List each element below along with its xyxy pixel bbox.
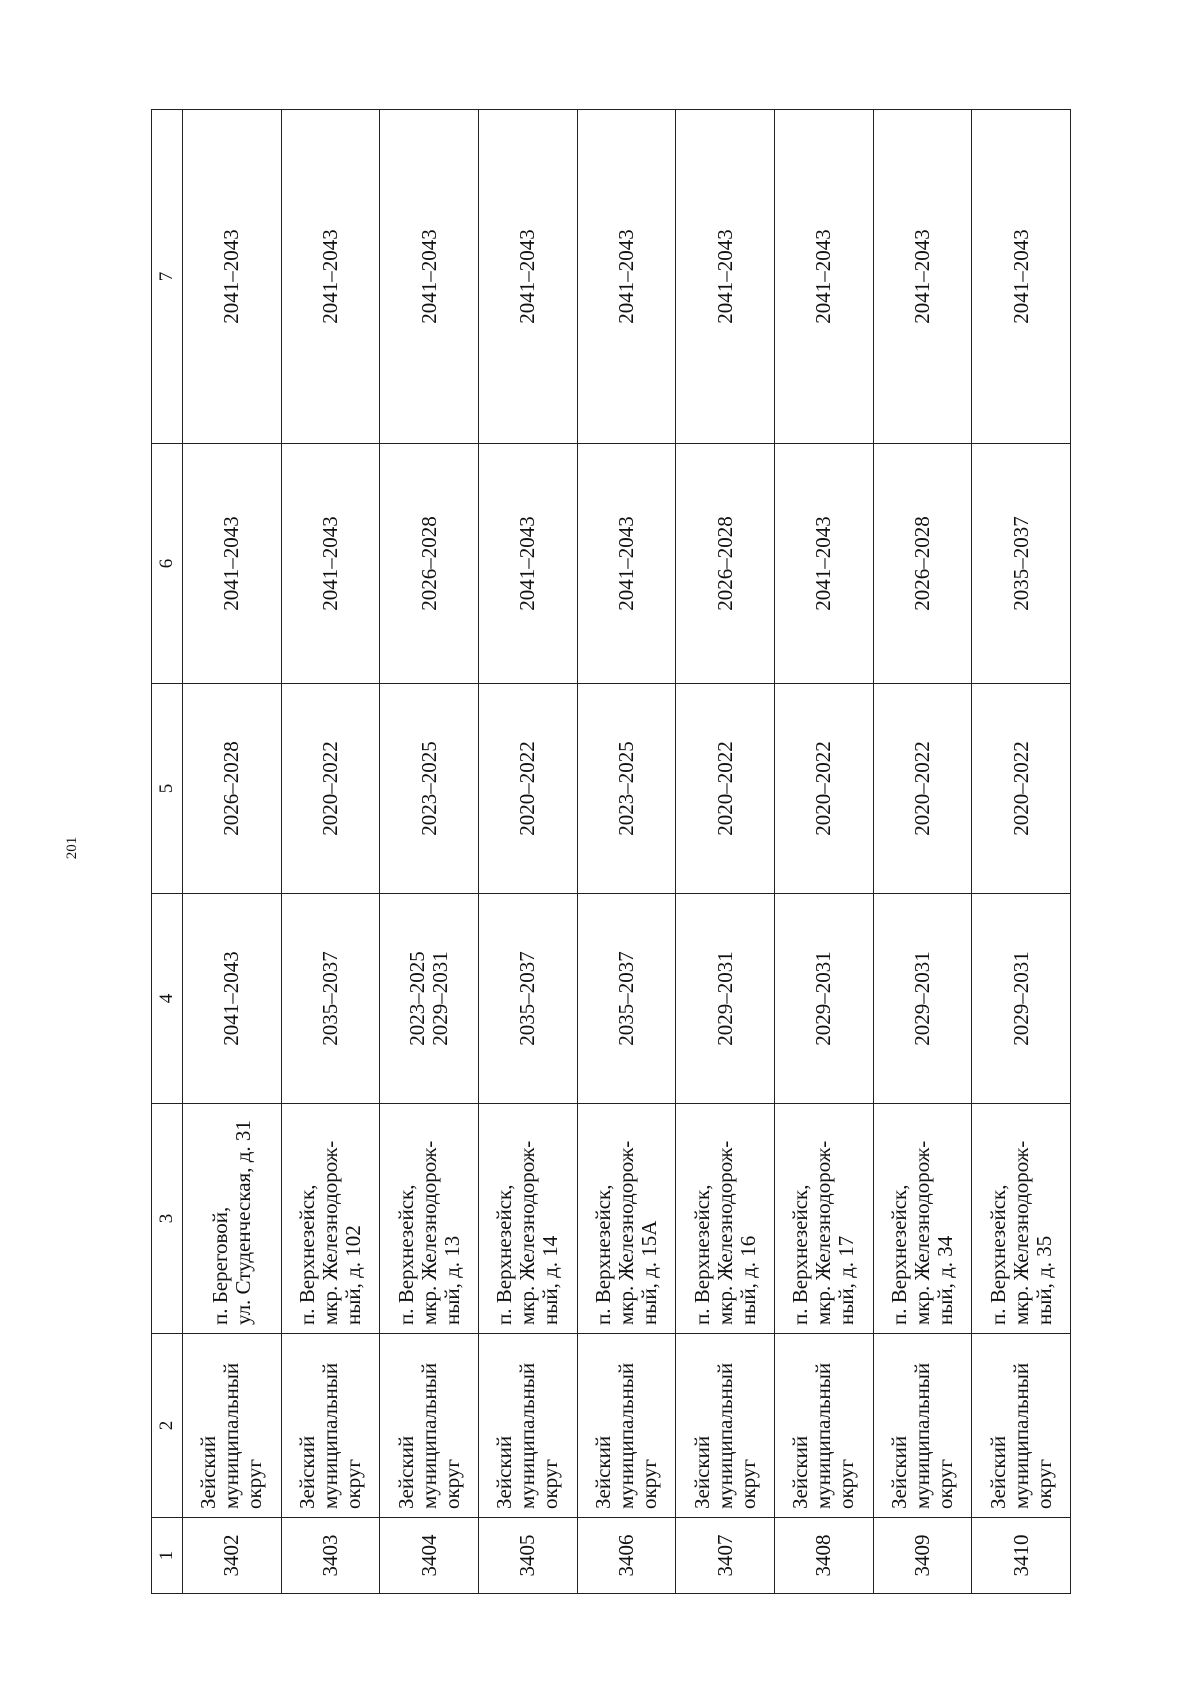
- period-cell-col4-line: 2035–2037: [515, 951, 540, 1046]
- row-number-cell: 3404: [380, 1518, 479, 1594]
- district-cell-line: муниципальный: [515, 1362, 540, 1509]
- period-cell-col4-line: 2029–2031: [428, 951, 453, 1046]
- address-cell-line: п. Верхнезейск,: [393, 1184, 418, 1325]
- table-row: [676, 110, 775, 1594]
- column-header-7: 7: [152, 110, 183, 444]
- address-cell-line: п. Верхнезейск,: [492, 1184, 517, 1325]
- header-row: [152, 110, 183, 1594]
- period-cell-col5: 2026–2028: [183, 684, 282, 894]
- address-cell-line: п. Верхнезейск,: [689, 1184, 714, 1325]
- district-cell-line: округ: [834, 1458, 859, 1509]
- district-cell: [380, 1334, 479, 1518]
- district-cell: [281, 1334, 380, 1518]
- district-cell-line: округ: [932, 1458, 957, 1509]
- column-header-2: 2: [152, 1334, 183, 1518]
- address-cell-line: п. Верхнезейск,: [788, 1184, 813, 1325]
- period-cell-col5: 2020–2022: [774, 684, 873, 894]
- district-cell: [676, 1334, 775, 1518]
- address-cell-line: мкр. Железнодорож-: [1008, 1140, 1033, 1325]
- row-number-cell: 3406: [577, 1518, 676, 1594]
- district-cell-line: Зейский: [590, 1435, 615, 1509]
- period-cell-col7: 2041–2043: [676, 110, 775, 444]
- period-cell-col4: [774, 894, 873, 1104]
- district-cell-line: муниципальный: [219, 1362, 244, 1509]
- district-cell: [478, 1334, 577, 1518]
- period-cell-col7: 2041–2043: [380, 110, 479, 444]
- period-cell-col4: [380, 894, 479, 1104]
- district-cell-line: муниципальный: [712, 1362, 737, 1509]
- table-row: [577, 110, 676, 1594]
- address-cell-line: ный, д. 14: [538, 1235, 563, 1325]
- address-cell-line: ный, д. 16: [735, 1235, 760, 1325]
- address-cell: [577, 1104, 676, 1334]
- address-cell-line: мкр. Железнодорож-: [416, 1140, 441, 1325]
- period-cell-col7: 2041–2043: [281, 110, 380, 444]
- address-cell-line: мкр. Железнодорож-: [909, 1140, 934, 1325]
- row-number-cell: 3403: [281, 1518, 380, 1594]
- table-row: [183, 110, 282, 1594]
- district-cell-line: округ: [242, 1458, 267, 1509]
- period-cell-col5: 2020–2022: [972, 684, 1071, 894]
- district-cell-line: округ: [538, 1458, 563, 1509]
- page-number: 201: [64, 836, 80, 860]
- address-cell: [774, 1104, 873, 1334]
- period-cell-col7: 2041–2043: [478, 110, 577, 444]
- period-cell-col4: [873, 894, 972, 1104]
- address-cell: [972, 1104, 1071, 1334]
- district-cell-line: округ: [636, 1458, 661, 1509]
- period-cell-col4: [281, 894, 380, 1104]
- district-cell: [873, 1334, 972, 1518]
- data-table: [151, 109, 1071, 1594]
- address-cell: [183, 1104, 282, 1334]
- period-cell-col7: 2041–2043: [972, 110, 1071, 444]
- district-cell-line: округ: [340, 1458, 365, 1509]
- row-number-cell: 3405: [478, 1518, 577, 1594]
- column-header-5: 5: [152, 684, 183, 894]
- district-cell-line: Зейский: [196, 1435, 221, 1509]
- period-cell-col7: 2041–2043: [577, 110, 676, 444]
- district-cell-line: Зейский: [985, 1435, 1010, 1509]
- address-cell: [281, 1104, 380, 1334]
- address-cell-line: п. Верхнезейск,: [985, 1184, 1010, 1325]
- period-cell-col4-line: 2041–2043: [219, 951, 244, 1046]
- period-cell-col6: 2041–2043: [577, 444, 676, 684]
- period-cell-col5: 2020–2022: [478, 684, 577, 894]
- address-cell-line: ный, д. 34: [932, 1235, 957, 1325]
- period-cell-col4-line: 2035–2037: [317, 951, 342, 1046]
- district-cell-line: муниципальный: [909, 1362, 934, 1509]
- row-number-cell: 3408: [774, 1518, 873, 1594]
- column-header-3: 3: [152, 1104, 183, 1334]
- period-cell-col7: 2041–2043: [183, 110, 282, 444]
- table-body: [183, 110, 1071, 1594]
- district-cell-line: муниципальный: [1008, 1362, 1033, 1509]
- period-cell-col4: [183, 894, 282, 1104]
- period-cell-col4: [972, 894, 1071, 1104]
- district-cell-line: Зейский: [788, 1435, 813, 1509]
- period-cell-col4-line: 2029–2031: [811, 951, 836, 1046]
- address-cell: [873, 1104, 972, 1334]
- row-number-cell: 3402: [183, 1518, 282, 1594]
- district-cell: [577, 1334, 676, 1518]
- address-cell-line: ный, д. 102: [340, 1225, 365, 1325]
- period-cell-col5: 2020–2022: [676, 684, 775, 894]
- district-cell-line: Зейский: [886, 1435, 911, 1509]
- column-header-1: 1: [152, 1518, 183, 1594]
- period-cell-col4: [478, 894, 577, 1104]
- address-cell-line: мкр. Железнодорож-: [515, 1140, 540, 1325]
- district-cell-line: округ: [1031, 1458, 1056, 1509]
- table-row: [774, 110, 873, 1594]
- district-cell-line: муниципальный: [416, 1362, 441, 1509]
- period-cell-col6: 2041–2043: [281, 444, 380, 684]
- period-cell-col6: 2035–2037: [972, 444, 1071, 684]
- district-cell-line: муниципальный: [317, 1362, 342, 1509]
- district-cell-line: округ: [439, 1458, 464, 1509]
- district-cell-line: Зейский: [294, 1435, 319, 1509]
- period-cell-col5: 2020–2022: [281, 684, 380, 894]
- address-cell: [478, 1104, 577, 1334]
- period-cell-col4: [676, 894, 775, 1104]
- table-row: [281, 110, 380, 1594]
- row-number-cell: 3407: [676, 1518, 775, 1594]
- period-cell-col5: 2023–2025: [577, 684, 676, 894]
- period-cell-col5: 2023–2025: [380, 684, 479, 894]
- period-cell-col4-line: 2029–2031: [1008, 951, 1033, 1046]
- district-cell-line: Зейский: [393, 1435, 418, 1509]
- period-cell-col4-line: 2029–2031: [712, 951, 737, 1046]
- period-cell-col6: 2041–2043: [774, 444, 873, 684]
- period-cell-col7: 2041–2043: [774, 110, 873, 444]
- table-row: [478, 110, 577, 1594]
- table-row: [380, 110, 479, 1594]
- district-cell: [183, 1334, 282, 1518]
- district-cell-line: Зейский: [689, 1435, 714, 1509]
- period-cell-col5: 2020–2022: [873, 684, 972, 894]
- district-cell: [774, 1334, 873, 1518]
- row-number-cell: 3410: [972, 1518, 1071, 1594]
- table-wrapper: [151, 110, 1071, 1594]
- period-cell-col7: 2041–2043: [873, 110, 972, 444]
- period-cell-col4-line: 2035–2037: [613, 951, 638, 1046]
- column-header-6: 6: [152, 444, 183, 684]
- address-cell-line: ный, д. 35: [1031, 1235, 1056, 1325]
- address-cell-line: п. Верхнезейск,: [590, 1184, 615, 1325]
- table-row: [972, 110, 1071, 1594]
- address-cell: [676, 1104, 775, 1334]
- address-cell-line: мкр. Железнодорож-: [712, 1140, 737, 1325]
- period-cell-col4-line: 2023–2025: [405, 951, 430, 1046]
- period-cell-col6: 2026–2028: [873, 444, 972, 684]
- period-cell-col6: 2041–2043: [183, 444, 282, 684]
- district-cell-line: муниципальный: [613, 1362, 638, 1509]
- address-cell-line: мкр. Железнодорож-: [613, 1140, 638, 1325]
- period-cell-col4-line: 2029–2031: [909, 951, 934, 1046]
- period-cell-col6: 2026–2028: [676, 444, 775, 684]
- address-cell-line: ный, д. 13: [439, 1235, 464, 1325]
- period-cell-col6: 2026–2028: [380, 444, 479, 684]
- district-cell-line: округ: [735, 1458, 760, 1509]
- address-cell-line: ный, д. 15А: [636, 1220, 661, 1325]
- column-header-4: 4: [152, 894, 183, 1104]
- table-row: [873, 110, 972, 1594]
- address-cell-line: п. Верхнезейск,: [294, 1184, 319, 1325]
- district-cell-line: Зейский: [492, 1435, 517, 1509]
- address-cell-line: п. Верхнезейск,: [886, 1184, 911, 1325]
- address-cell-line: п. Береговой,: [207, 1206, 232, 1325]
- address-cell-line: мкр. Железнодорож-: [811, 1140, 836, 1325]
- district-cell: [972, 1334, 1071, 1518]
- address-cell-line: мкр. Железнодорож-: [317, 1140, 342, 1325]
- period-cell-col6: 2041–2043: [478, 444, 577, 684]
- address-cell-line: ный, д. 17: [834, 1235, 859, 1325]
- address-cell: [380, 1104, 479, 1334]
- address-cell-line: ул. Студенческая, д. 31: [230, 1120, 255, 1325]
- district-cell-line: муниципальный: [811, 1362, 836, 1509]
- period-cell-col4: [577, 894, 676, 1104]
- row-number-cell: 3409: [873, 1518, 972, 1594]
